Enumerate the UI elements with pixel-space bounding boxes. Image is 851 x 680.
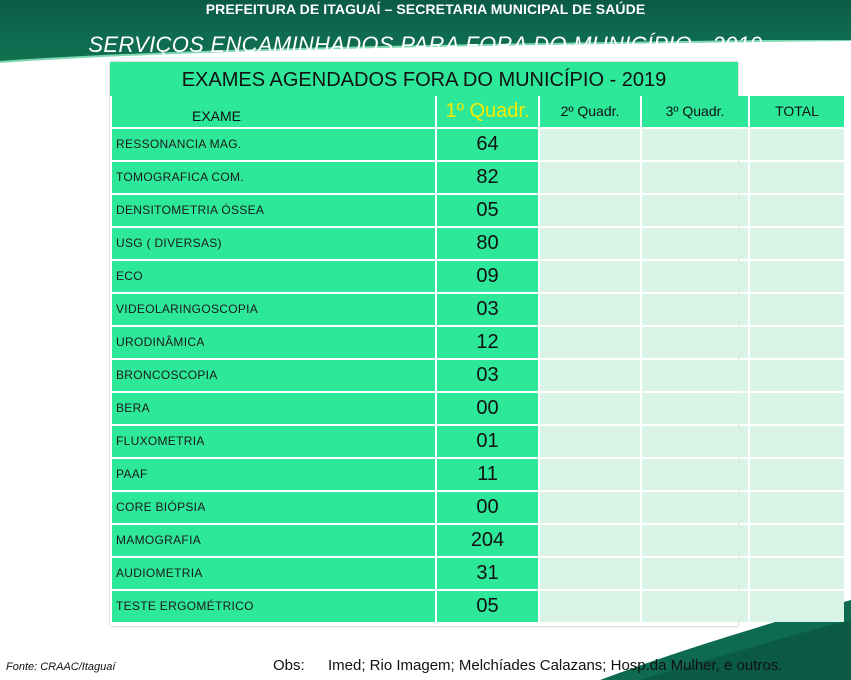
exam-name-cell [112, 195, 435, 226]
footer-source: Fonte: CRAAC/Itaguaí [6, 661, 116, 673]
table-header-row [110, 96, 819, 129]
table-row [110, 327, 738, 360]
column-header-exam [112, 96, 435, 127]
exam-name-cell [112, 162, 435, 193]
q1-value: 00 [476, 496, 499, 518]
q2-cell [540, 195, 640, 226]
q1-value: 09 [476, 265, 499, 287]
exams-table [110, 62, 819, 626]
table-row [110, 195, 738, 228]
q1-cell [437, 393, 538, 424]
table-row [110, 393, 738, 426]
q3-cell [642, 393, 748, 424]
q1-cell [437, 228, 538, 259]
total-cell [750, 459, 844, 490]
q1-cell [437, 492, 538, 523]
q1-value: 03 [476, 298, 499, 320]
q1-cell [437, 294, 538, 325]
total-cell [750, 558, 844, 589]
q1-value: 01 [476, 430, 499, 452]
q2-cell [540, 492, 640, 523]
q3-cell [642, 162, 748, 193]
table-row [110, 558, 738, 591]
exam-name-cell [112, 327, 435, 358]
q2-cell [540, 459, 640, 490]
q1-cell [437, 558, 538, 589]
q3-cell [642, 294, 748, 325]
q3-cell [642, 492, 748, 523]
q1-value: 05 [476, 595, 499, 617]
q1-value: 11 [477, 463, 498, 485]
total-cell [750, 360, 844, 391]
q1-cell [437, 426, 538, 457]
q3-cell [642, 360, 748, 391]
q1-value: 00 [476, 397, 499, 419]
q2-cell [540, 525, 640, 556]
total-cell [750, 525, 844, 556]
exam-name: MAMOGRAFIA [116, 533, 202, 547]
q1-value: 31 [476, 562, 499, 584]
q1-cell [437, 261, 538, 292]
q1-cell [437, 195, 538, 226]
q1-value: 80 [476, 232, 499, 254]
exam-name: TESTE ERGOMÉTRICO [116, 599, 254, 613]
q1-value: 12 [476, 331, 499, 353]
exam-name: AUDIOMETRIA [116, 566, 203, 580]
q2-cell [540, 558, 640, 589]
exam-name: URODINÂMICA [116, 335, 205, 349]
q2-cell [540, 393, 640, 424]
exam-name: TOMOGRAFICA COM. [116, 170, 244, 184]
exam-name-cell [112, 492, 435, 523]
column-header-q3-label: 3º Quadr. [665, 103, 725, 119]
column-header-q1 [437, 96, 538, 127]
q1-value: 05 [476, 199, 499, 221]
q1-cell [437, 459, 538, 490]
exam-name: CORE BIÓPSIA [116, 500, 206, 514]
exam-name-cell [112, 228, 435, 259]
q3-cell [642, 228, 748, 259]
exam-name-cell [112, 261, 435, 292]
q3-cell [642, 525, 748, 556]
table-row [110, 525, 738, 558]
footer-obs-label: Obs: [273, 657, 305, 674]
column-header-exam-label: EXAME [192, 108, 242, 124]
exam-name-cell [112, 360, 435, 391]
exam-name: BRONCOSCOPIA [116, 368, 218, 382]
q1-cell [437, 525, 538, 556]
exam-name: DENSITOMETRIA ÓSSEA [116, 203, 265, 217]
exam-name: USG ( DIVERSAS) [116, 236, 222, 250]
table-title: EXAMES AGENDADOS FORA DO MUNICÍPIO - 2019 [110, 62, 738, 96]
q2-cell [540, 591, 640, 622]
exam-name-cell [112, 558, 435, 589]
q3-cell [642, 558, 748, 589]
total-cell [750, 426, 844, 457]
footer-obs-text: Imed; Rio Imagem; Melchíades Calazans; Hosp.da Mulher, e outros. [328, 657, 783, 674]
table-row [110, 591, 738, 624]
table-row [110, 228, 738, 261]
column-header-q2-label: 2º Quadr. [560, 103, 620, 119]
q3-cell [642, 327, 748, 358]
total-cell [750, 294, 844, 325]
q2-cell [540, 228, 640, 259]
q2-cell [540, 426, 640, 457]
table-row [110, 261, 738, 294]
q2-cell [540, 261, 640, 292]
exam-name: RESSONANCIA MAG. [116, 137, 242, 151]
q3-cell [642, 261, 748, 292]
table-row [110, 459, 738, 492]
table-row [110, 360, 738, 393]
page-main-title: SERVIÇOS ENCAMINHADOS PARA FORA DO MUNICÍPIO - 2019 [88, 32, 763, 57]
q2-cell [540, 294, 640, 325]
q1-cell [437, 162, 538, 193]
q2-cell [540, 327, 640, 358]
q1-cell [437, 360, 538, 391]
exam-name-cell [112, 591, 435, 622]
exam-name: PAAF [116, 467, 148, 481]
q3-cell [642, 129, 748, 160]
total-cell [750, 261, 844, 292]
page-top-title: PREFEITURA DE ITAGUAÍ – SECRETARIA MUNICIPAL DE SAÚDE [205, 1, 646, 17]
q1-cell [437, 327, 538, 358]
q2-cell [540, 129, 640, 160]
table-row [110, 426, 738, 459]
exam-name: BERA [116, 401, 150, 415]
column-header-total [750, 96, 844, 127]
table-row [110, 129, 738, 162]
column-header-q2 [540, 96, 640, 127]
total-cell [750, 129, 844, 160]
total-cell [750, 492, 844, 523]
exam-name-cell [112, 393, 435, 424]
exam-name-cell [112, 426, 435, 457]
total-cell [750, 228, 844, 259]
q1-value: 64 [476, 133, 499, 155]
q1-value: 82 [476, 166, 499, 188]
total-cell [750, 591, 844, 622]
total-cell [750, 393, 844, 424]
q2-cell [540, 162, 640, 193]
exam-name-cell [112, 294, 435, 325]
exam-name-cell [112, 459, 435, 490]
total-cell [750, 327, 844, 358]
exam-name: VIDEOLARINGOSCOPIA [116, 302, 259, 316]
table-row [110, 492, 738, 525]
q1-cell [437, 591, 538, 622]
column-header-q1-label: 1º Quadr. [445, 100, 530, 122]
q1-value: 03 [476, 364, 499, 386]
q3-cell [642, 591, 748, 622]
column-header-q3 [642, 96, 748, 127]
q3-cell [642, 459, 748, 490]
q2-cell [540, 360, 640, 391]
total-cell [750, 162, 844, 193]
exam-name: ECO [116, 269, 143, 283]
q1-value: 204 [470, 529, 505, 551]
exam-name: FLUXOMETRIA [116, 434, 205, 448]
table-row [110, 162, 738, 195]
exam-name-cell [112, 129, 435, 160]
q3-cell [642, 426, 748, 457]
table-row [110, 294, 738, 327]
q3-cell [642, 195, 748, 226]
exam-name-cell [112, 525, 435, 556]
q1-cell [437, 129, 538, 160]
total-cell [750, 195, 844, 226]
column-header-total-label: TOTAL [775, 103, 819, 119]
